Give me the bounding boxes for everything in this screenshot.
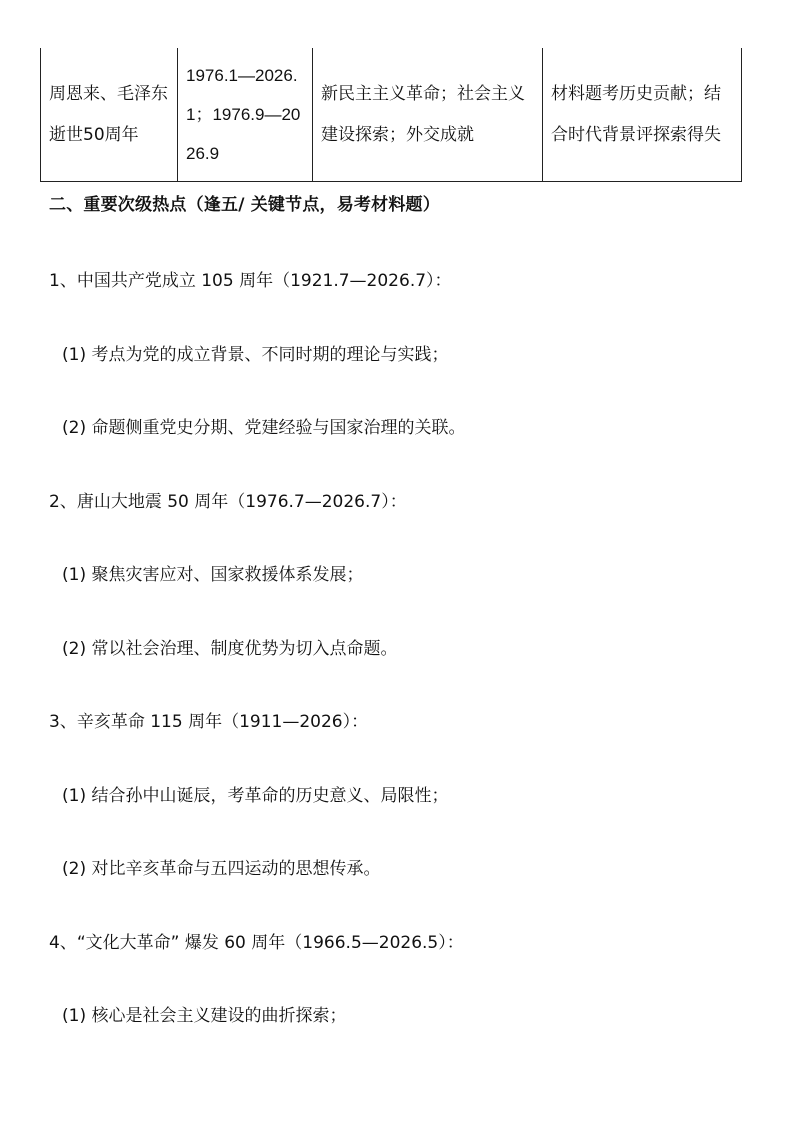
table-cell-event: 周恩来、毛泽东逝世50周年 xyxy=(41,48,178,182)
table-cell-topics: 新民主主义革命；社会主义建设探索；外交成就 xyxy=(313,48,543,182)
hotspot-2-point-1: (1) 聚焦灾害应对、国家救援体系发展； xyxy=(62,565,364,585)
hotspot-2-point-2: (2) 常以社会治理、制度优势为切入点命题。 xyxy=(62,639,398,659)
hotspot-title-2: 2、唐山大地震 50 周年（1976.7—2026.7）： xyxy=(49,492,407,512)
table-cell-dates: 1976.1—2026.1；1976.9—2026.9 xyxy=(178,48,313,182)
table-cell-exam-focus: 材料题考历史贡献；结合时代背景评探索得失 xyxy=(543,48,742,182)
section-heading: 二、重要次级热点（逢五/ 关键节点，易考材料题） xyxy=(49,195,440,215)
hotspot-3-point-2: (2) 对比辛亥革命与五四运动的思想传承。 xyxy=(62,859,381,879)
hotspot-title-4: 4、“文化大革命” 爆发 60 周年（1966.5—2026.5）： xyxy=(49,933,464,953)
hotspot-1-point-1: (1) 考点为党的成立背景、不同时期的理论与实践； xyxy=(62,345,449,365)
hotspot-1-point-2: (2) 命题侧重党史分期、党建经验与国家治理的关联。 xyxy=(62,418,466,438)
anniversary-table xyxy=(40,48,742,182)
hotspot-3-point-1: (1) 结合孙中山诞辰，考革命的历史意义、局限性； xyxy=(62,786,449,806)
hotspot-title-1: 1、中国共产党成立 105 周年（1921.7—2026.7）： xyxy=(49,271,452,291)
hotspot-title-3: 3、辛亥革命 115 周年（1911—2026）： xyxy=(49,712,369,732)
hotspot-4-point-1: (1) 核心是社会主义建设的曲折探索； xyxy=(62,1006,347,1026)
table-row xyxy=(41,48,742,182)
